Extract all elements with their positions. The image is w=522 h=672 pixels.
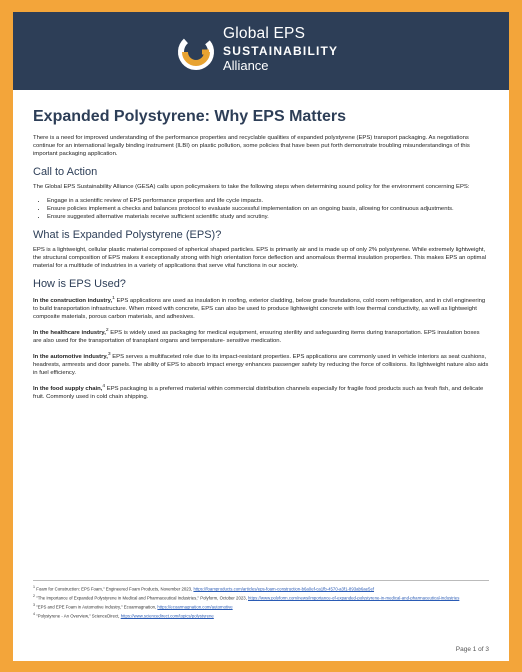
- footnote-number: 2: [33, 593, 35, 598]
- footnote-number: 3: [33, 602, 35, 607]
- usage-text: EPS serves a multifaceted role due to its impact-resistant properties. EPS applications are commonly used in vehicle interiors as seat cushions, headrests, armrests and door panels. The ability of EPS to absorb impact energy enhances passenger safety by reducing the force of collisions. Its lightweight nature also aids in fuel efficiency.: [33, 353, 489, 376]
- footnote: [33, 584, 489, 593]
- footnote-link[interactable]: https://ecoarmagnation.com/automotive: [157, 604, 233, 610]
- footnote: [33, 593, 489, 602]
- footnote-number: 4: [33, 611, 35, 616]
- usage-paragraph-automotive: [33, 351, 489, 377]
- usage-lead: In the automotive industry,: [33, 353, 108, 360]
- document-page: [13, 12, 509, 661]
- footnote-text: "The Importance of Expanded Polystyrene in Medical and Pharmaceutical Industries," Polyform, October 2023,: [36, 595, 248, 601]
- usage-text: EPS is widely used as packaging for medical equipment, ensuring sterility and safeguarding items during transportation. EPS insulation boxes are also used for the transportation of transplant organs and temperature- sensitive medication.: [33, 329, 480, 344]
- usage-paragraph-healthcare: [33, 327, 489, 345]
- usage-paragraph-construction: [33, 295, 489, 321]
- logo-line-alliance: Alliance: [223, 57, 269, 73]
- logo-wordmark: [223, 26, 338, 72]
- what-is-eps-heading: What is Expanded Polystyrene (EPS)?: [33, 229, 222, 241]
- footnote-ref: 1: [112, 296, 115, 301]
- footnote-ref: 3: [107, 351, 111, 357]
- footnote: [33, 611, 489, 620]
- header-banner: [13, 12, 509, 90]
- gesa-logo-icon: [176, 32, 216, 72]
- list-item: • Ensure policies implement a checks and balances protocol to evaluate successful implementation on an ongoing basis, allowing for continuous adjustments.: [47, 205, 489, 213]
- footnote: [33, 602, 489, 611]
- call-to-action-text: The Global EPS Sustainability Alliance (GESA) calls upon policymakers to take the following steps when determining sound policy for the environment concerning EPS:: [33, 184, 470, 190]
- footnote-ref: 4: [102, 383, 106, 389]
- footnote-text: Foam for Construction: EPS Foam," Engineered Foam Products, November 2023,: [36, 586, 194, 592]
- footnote-text: "EPS and EPE Foam in Automotive Industry," Ecoarmagnation,: [36, 604, 158, 610]
- usage-lead: In the construction industry,: [33, 297, 113, 304]
- what-is-eps-text: EPS is a lightweight, cellular plastic material composed of spherical shaped particles. EPS is primarily air and is made up of only 2% polystyrene. While extremely lightweight, the structural composition of EPS makes it exceptionally strong with high orientation force deflection and anomalous thermal insulation properties. This makes EPS an optimal material for a multitude of industries in a variety of applications that serve vital functions in our society.: [33, 247, 487, 269]
- list-item: • Ensure suggested alternative materials receive sufficient scientific study and scrutiny.: [47, 213, 489, 221]
- page-title: Expanded Polystyrene: Why EPS Matters: [33, 108, 346, 125]
- usage-text: EPS packaging is a preferred material within commercial distribution channels especially for fragile food products such as fresh fish, and delicate fruit. Commonly used in cold chain shipping.: [33, 385, 484, 400]
- document-body: [13, 90, 509, 401]
- call-to-action-list: [33, 197, 489, 221]
- logo-line-sustainability: SUSTAINABILITY: [223, 43, 339, 58]
- footnote-link[interactable]: https://foamproducts.com/articles/eps-foam-construction-b6a0ef-ca1fb-4570-a3f1-893ab6ae5ef: [193, 586, 375, 592]
- call-to-action-heading: Call to Action: [33, 166, 98, 178]
- usage-lead: In the food supply chain,: [33, 385, 103, 392]
- footnote-link[interactable]: https://www.sciencedirect.com/topics/polystyrene: [120, 613, 214, 619]
- footnotes: [33, 580, 489, 620]
- usage-lead: In the healthcare industry,: [33, 329, 106, 336]
- footnote-link[interactable]: https://www.polyform.com/news/importance-of-expanded-polystyrene-in-medical-and-pharmaceutical-industries: [248, 595, 460, 601]
- intro-paragraph: There is a need for improved understanding of the performance properties and recyclable qualities of expanded polystyrene (EPS) transport packaging. As negotiations continue for an international legally binding instrument (ILBI) on plastic pollution, some policies that have been put forth demonstrate troubling misunderstandings of this important packaging application.: [33, 135, 470, 157]
- how-used-heading: How is EPS Used?: [33, 278, 126, 290]
- footnote-text: "Polystyrene - An Overview," ScienceDirect,: [36, 613, 121, 619]
- usage-paragraph-food: [33, 383, 489, 401]
- logo-line-global-eps: Global EPS: [223, 25, 306, 42]
- footnote-number: 1: [33, 585, 35, 589]
- usage-text: EPS applications are used as insulation in roofing, exterior cladding, below grade foundations, cold room refrigeration, and in civil engineering to build transportation infrastructure. When mixed with concrete, EPS can also be used to produce lightweight concrete with low thermal conductivity, as well as lightweight composite materials, porous carbon materials, and adhesives.: [33, 297, 486, 320]
- page-number: Page 1 of 3: [455, 646, 489, 653]
- footnote-ref: 2: [105, 327, 109, 333]
- list-item: • Engage in a scientific review of EPS performance properties and life cycle impacts.: [47, 197, 489, 205]
